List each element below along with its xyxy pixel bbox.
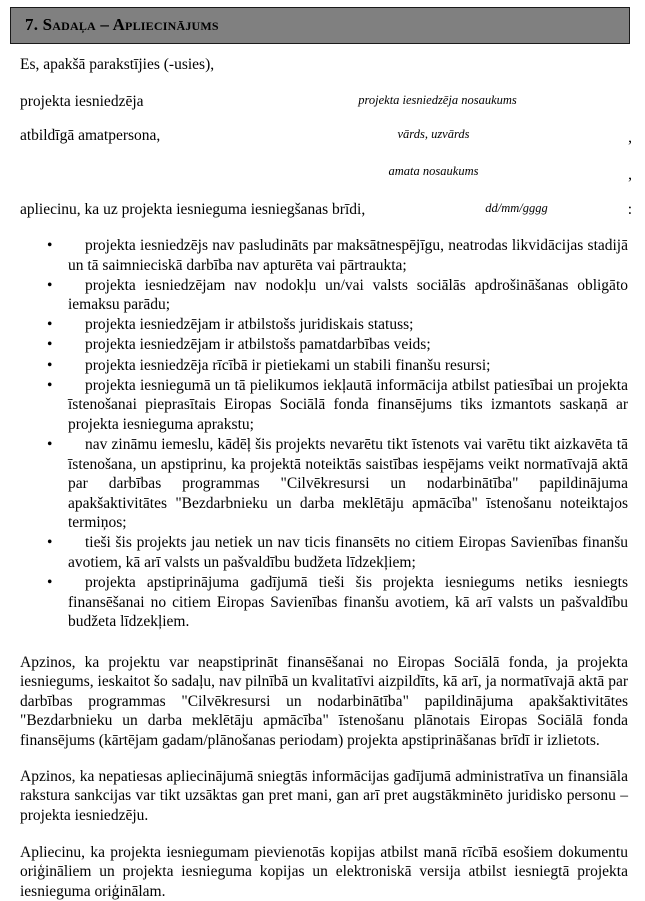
field-caption-applicant: projekta iesniedzēja nosaukums [243, 92, 632, 108]
list-item [47, 276, 628, 315]
bullet-icon: • [47, 315, 68, 335]
closing-paragraph-funding: Apzinos, ka projektu var neapstiprināt finansēšanai no Eiropas Sociālā fonda, ja projekta iesniegums, ieskaitot šo sadaļu, nav pilnībā un kvalitatīvi aizpildīts, kā arī, ja normatīvajā aktā par darbības programmas "Cilvēkresursi un nodarbinātība" papildinājuma apakšaktivitātes "Bezdarbnieku un darba meklētāju apmācība" īstenošanu plānotais Eiropas Sociālā fonda finansējums (kārtējam gadam/plānošanas periodam) projekta apstiprināšanas brīdī ir izlietots. [20, 653, 628, 751]
field-tail-position: , [628, 165, 632, 184]
bullet-icon: • [47, 376, 68, 396]
bullet-icon: • [47, 533, 68, 553]
bullet-icon: • [47, 435, 68, 455]
date-declaration-lead: apliecinu, ka uz projekta iesnieguma iesniegšanas brīdi, [20, 200, 365, 219]
field-label-official: atbildīgā amatpersona, [20, 126, 160, 145]
field-row-date [20, 200, 632, 232]
list-item-text: projekta iesniedzējam nav nodokļu un/vai valsts sociālās apdrošināšanas obligāto iemaksu parādu; [68, 277, 628, 314]
field-caption-date: dd/mm/gggg [409, 200, 624, 216]
list-item [47, 435, 628, 533]
field-blank-position [243, 163, 624, 179]
list-item-text: tieši šis projekts jau netiek un nav ticis finansēts no citiem Eiropas Savienības finanšu avotiem, kā arī valsts un pašvaldību budžeta līdzekļiem; [68, 534, 628, 571]
list-item-text: projekta iesniedzējam ir atbilstošs juridiskais statuss; [85, 316, 413, 333]
intro-line: Es, apakšā parakstījies (-usies), [20, 55, 214, 75]
field-row-official [20, 126, 632, 160]
list-item [47, 356, 628, 376]
list-item [47, 236, 628, 275]
section-header-title: 7. Sadaļa – Apliecinājums [25, 15, 219, 35]
field-tail-date: : [628, 200, 632, 219]
bullet-icon: • [47, 335, 68, 355]
field-blank-date [409, 200, 624, 216]
list-item [47, 335, 628, 355]
section-header-bar [10, 7, 630, 44]
bullet-icon: • [47, 573, 68, 593]
list-item [47, 573, 628, 632]
field-caption-position: amata nosaukums [243, 163, 624, 179]
field-row-position [20, 163, 632, 197]
list-item-text: projekta iesniedzējam ir atbilstošs pamatdarbības veids; [85, 336, 431, 353]
bullet-icon: • [47, 236, 68, 256]
field-blank-applicant [243, 92, 632, 108]
closing-paragraph-sanctions: Apzinos, ka nepatiesas apliecinājumā sniegtās informācijas gadījumā administratīva un finansiāla rakstura sankcijas var tikt uzsāktas gan pret mani, gan arī pret augstākminēto juridisko personu – projekta iesniedzēju. [20, 767, 628, 826]
list-item [47, 533, 628, 572]
list-item-text: projekta iesniedzējs nav pasludināts par maksātnespējīgu, neatrodas likvidācijas stadijā un tā saimnieciskā darbība nav apturēta vai pārtraukta; [68, 237, 628, 274]
list-item [47, 376, 628, 435]
bullet-icon: • [47, 356, 68, 376]
list-item-text: projekta iesniedzēja rīcībā ir pietiekami un stabili finanšu resursi; [85, 357, 490, 374]
declaration-list [47, 236, 628, 632]
list-item-text: nav zināmu iemeslu, kādēļ šis projekts nevarētu tikt īstenots vai varētu tikt aizkavēta tā īstenošana, un apstiprinu, ka projektā noteiktās saistības iespējams veikt normatīvajā aktā par darbības programmas "Cilvēkresursi un nodarbinātība" papildinājuma apakšaktivitātes "Bezdarbnieku un darba meklētāju apmācība" īstenošanu noteiktajos termiņos; [68, 436, 628, 531]
field-tail-official: , [628, 128, 632, 147]
list-item [47, 315, 628, 335]
field-label-applicant: projekta iesniedzēja [20, 92, 144, 111]
list-item-text: projekta apstiprinājuma gadījumā tieši šis projekta iesniegums netiks iesniegts finansēšanai no citiem Eiropas Savienības finanšu avotiem, kā arī valsts un pašvaldību budžeta līdzekļiem. [68, 574, 628, 630]
bullet-icon: • [47, 276, 68, 296]
field-blank-official [243, 126, 624, 142]
closing-paragraph-copies: Apliecinu, ka projekta iesniegumam pievienotās kopijas atbilst manā rīcībā esošiem dokumentu oriģināliem un projekta iesnieguma kopijas un elektroniskā versija atbilst iesniegtā projekta iesnieguma oriģinālam. [20, 843, 628, 901]
list-item-text: projekta iesniegumā un tā pielikumos iekļautā informācija atbilst patiesībai un projekta īstenošanai pieprasītais Eiropas Sociālā fonda finansējums tiks izmantots saskaņā ar projekta iesnieguma aprakstu; [68, 377, 628, 433]
field-row-applicant [20, 92, 632, 126]
field-caption-official: vārds, uzvārds [243, 126, 624, 142]
